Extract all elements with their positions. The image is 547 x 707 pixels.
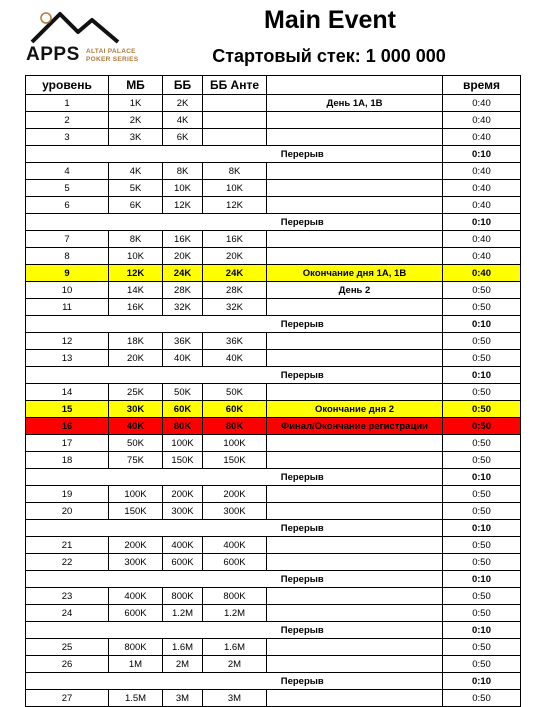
header-note xyxy=(267,76,443,95)
break-label: Перерыв xyxy=(163,520,443,537)
time-cell: 0:50 xyxy=(443,486,521,503)
table-header-row xyxy=(26,76,521,95)
level-cell: 16 xyxy=(26,418,109,435)
level-cell: 9 xyxy=(26,265,109,282)
sb-cell: 25K xyxy=(109,384,163,401)
note-cell xyxy=(267,503,443,520)
level-cell: 23 xyxy=(26,588,109,605)
level-row xyxy=(26,265,521,282)
break-time: 0:10 xyxy=(443,146,521,163)
sb-cell: 20K xyxy=(109,350,163,367)
level-row xyxy=(26,95,521,112)
time-cell: 0:50 xyxy=(443,384,521,401)
note-cell xyxy=(267,129,443,146)
ante-cell: 3M xyxy=(203,690,267,707)
level-row xyxy=(26,231,521,248)
page-title: Main Event xyxy=(264,6,396,34)
ante-cell: 32K xyxy=(203,299,267,316)
level-row xyxy=(26,197,521,214)
sb-cell: 40K xyxy=(109,418,163,435)
break-empty xyxy=(26,622,163,639)
bb-cell: 4K xyxy=(163,112,203,129)
level-cell: 17 xyxy=(26,435,109,452)
level-cell: 27 xyxy=(26,690,109,707)
level-cell: 26 xyxy=(26,656,109,673)
sb-cell: 4K xyxy=(109,163,163,180)
header-sb: МБ xyxy=(109,76,163,95)
time-cell: 0:50 xyxy=(443,452,521,469)
break-time: 0:10 xyxy=(443,316,521,333)
ante-cell xyxy=(203,112,267,129)
note-cell xyxy=(267,248,443,265)
level-cell: 8 xyxy=(26,248,109,265)
sb-cell: 400K xyxy=(109,588,163,605)
level-cell: 24 xyxy=(26,605,109,622)
break-time: 0:10 xyxy=(443,367,521,384)
sb-cell: 600K xyxy=(109,605,163,622)
level-cell: 5 xyxy=(26,180,109,197)
level-row xyxy=(26,129,521,146)
level-cell: 1 xyxy=(26,95,109,112)
bb-cell: 12K xyxy=(163,197,203,214)
sb-cell: 800K xyxy=(109,639,163,656)
time-cell: 0:50 xyxy=(443,588,521,605)
time-cell: 0:40 xyxy=(443,163,521,180)
level-row xyxy=(26,350,521,367)
time-cell: 0:50 xyxy=(443,537,521,554)
note-cell xyxy=(267,163,443,180)
break-row xyxy=(26,146,521,163)
ante-cell: 24K xyxy=(203,265,267,282)
bb-cell: 80K xyxy=(163,418,203,435)
ante-cell: 300K xyxy=(203,503,267,520)
level-row xyxy=(26,435,521,452)
bb-cell: 2K xyxy=(163,95,203,112)
ante-cell: 20K xyxy=(203,248,267,265)
time-cell: 0:50 xyxy=(443,605,521,622)
break-label: Перерыв xyxy=(163,146,443,163)
time-cell: 0:50 xyxy=(443,656,521,673)
sb-cell: 8K xyxy=(109,231,163,248)
bb-cell: 24K xyxy=(163,265,203,282)
note-cell xyxy=(267,435,443,452)
time-cell: 0:40 xyxy=(443,265,521,282)
header-bb: ББ xyxy=(163,76,203,95)
ante-cell: 2M xyxy=(203,656,267,673)
starting-stack: Стартовый стек: 1 000 000 xyxy=(212,46,446,66)
bb-cell: 1.2M xyxy=(163,605,203,622)
level-cell: 13 xyxy=(26,350,109,367)
note-cell xyxy=(267,231,443,248)
break-empty xyxy=(26,673,163,690)
bb-cell: 60K xyxy=(163,401,203,418)
time-cell: 0:40 xyxy=(443,112,521,129)
break-empty xyxy=(26,571,163,588)
level-row xyxy=(26,112,521,129)
level-row xyxy=(26,690,521,707)
time-cell: 0:50 xyxy=(443,503,521,520)
break-label: Перерыв xyxy=(163,673,443,690)
bb-cell: 20K xyxy=(163,248,203,265)
break-empty xyxy=(26,316,163,333)
logo-line-1: ALTAI PALACE xyxy=(86,48,136,55)
break-label: Перерыв xyxy=(163,214,443,231)
level-row xyxy=(26,282,521,299)
time-cell: 0:50 xyxy=(443,435,521,452)
level-row xyxy=(26,588,521,605)
break-row xyxy=(26,673,521,690)
sb-cell: 1.5M xyxy=(109,690,163,707)
sb-cell: 300K xyxy=(109,554,163,571)
level-cell: 6 xyxy=(26,197,109,214)
level-row xyxy=(26,537,521,554)
header-level: уровень xyxy=(26,76,109,95)
ante-cell: 12K xyxy=(203,197,267,214)
bb-cell: 16K xyxy=(163,231,203,248)
level-cell: 22 xyxy=(26,554,109,571)
bb-cell: 8K xyxy=(163,163,203,180)
break-time: 0:10 xyxy=(443,520,521,537)
break-label: Перерыв xyxy=(163,622,443,639)
note-cell xyxy=(267,350,443,367)
time-cell: 0:50 xyxy=(443,401,521,418)
level-row xyxy=(26,299,521,316)
bb-cell: 200K xyxy=(163,486,203,503)
level-row xyxy=(26,605,521,622)
bb-cell: 1.6M xyxy=(163,639,203,656)
time-cell: 0:40 xyxy=(443,248,521,265)
ante-cell: 36K xyxy=(203,333,267,350)
note-cell xyxy=(267,554,443,571)
level-cell: 19 xyxy=(26,486,109,503)
bb-cell: 300K xyxy=(163,503,203,520)
bb-cell: 36K xyxy=(163,333,203,350)
note-cell xyxy=(267,486,443,503)
level-row xyxy=(26,333,521,350)
ante-cell: 10K xyxy=(203,180,267,197)
sb-cell: 50K xyxy=(109,435,163,452)
level-cell: 11 xyxy=(26,299,109,316)
note-cell xyxy=(267,656,443,673)
time-cell: 0:40 xyxy=(443,180,521,197)
logo-line-2: POKER SERIES xyxy=(86,56,139,63)
sb-cell: 5K xyxy=(109,180,163,197)
sb-cell: 100K xyxy=(109,486,163,503)
ante-cell: 200K xyxy=(203,486,267,503)
break-row xyxy=(26,367,521,384)
bb-cell: 28K xyxy=(163,282,203,299)
bb-cell: 32K xyxy=(163,299,203,316)
ante-cell xyxy=(203,95,267,112)
break-empty xyxy=(26,214,163,231)
break-row xyxy=(26,571,521,588)
header-time: время xyxy=(443,76,521,95)
level-row xyxy=(26,180,521,197)
level-row xyxy=(26,656,521,673)
time-cell: 0:50 xyxy=(443,282,521,299)
level-cell: 25 xyxy=(26,639,109,656)
sb-cell: 14K xyxy=(109,282,163,299)
break-empty xyxy=(26,146,163,163)
level-row xyxy=(26,452,521,469)
bb-cell: 600K xyxy=(163,554,203,571)
bb-cell: 150K xyxy=(163,452,203,469)
note-cell xyxy=(267,605,443,622)
ante-cell: 100K xyxy=(203,435,267,452)
sb-cell: 2K xyxy=(109,112,163,129)
ante-cell: 1.6M xyxy=(203,639,267,656)
note-cell xyxy=(267,588,443,605)
break-time: 0:10 xyxy=(443,673,521,690)
break-label: Перерыв xyxy=(163,367,443,384)
level-row xyxy=(26,503,521,520)
break-label: Перерыв xyxy=(163,316,443,333)
sb-cell: 200K xyxy=(109,537,163,554)
ante-cell: 600K xyxy=(203,554,267,571)
level-cell: 20 xyxy=(26,503,109,520)
break-empty xyxy=(26,520,163,537)
break-empty xyxy=(26,469,163,486)
note-cell xyxy=(267,299,443,316)
note-cell xyxy=(267,639,443,656)
sb-cell: 12K xyxy=(109,265,163,282)
bb-cell: 50K xyxy=(163,384,203,401)
level-cell: 7 xyxy=(26,231,109,248)
bb-cell: 10K xyxy=(163,180,203,197)
sb-cell: 18K xyxy=(109,333,163,350)
ante-cell: 80K xyxy=(203,418,267,435)
ante-cell: 8K xyxy=(203,163,267,180)
ante-cell: 16K xyxy=(203,231,267,248)
blind-structure-table xyxy=(25,75,521,707)
bb-cell: 6K xyxy=(163,129,203,146)
level-cell: 15 xyxy=(26,401,109,418)
note-cell: Окончание дня 1А, 1В xyxy=(267,265,443,282)
bb-cell: 2M xyxy=(163,656,203,673)
break-row xyxy=(26,469,521,486)
time-cell: 0:50 xyxy=(443,299,521,316)
level-row xyxy=(26,401,521,418)
ante-cell: 800K xyxy=(203,588,267,605)
break-time: 0:10 xyxy=(443,622,521,639)
level-cell: 12 xyxy=(26,333,109,350)
note-cell xyxy=(267,180,443,197)
level-row xyxy=(26,418,521,435)
break-time: 0:10 xyxy=(443,214,521,231)
bb-cell: 100K xyxy=(163,435,203,452)
sb-cell: 6K xyxy=(109,197,163,214)
level-cell: 14 xyxy=(26,384,109,401)
time-cell: 0:50 xyxy=(443,333,521,350)
break-time: 0:10 xyxy=(443,469,521,486)
level-row xyxy=(26,248,521,265)
sb-cell: 3K xyxy=(109,129,163,146)
level-row xyxy=(26,163,521,180)
ante-cell: 28K xyxy=(203,282,267,299)
sb-cell: 1M xyxy=(109,656,163,673)
note-cell: Окончание дня 2 xyxy=(267,401,443,418)
break-label: Перерыв xyxy=(163,571,443,588)
ante-cell: 150K xyxy=(203,452,267,469)
level-cell: 2 xyxy=(26,112,109,129)
level-cell: 10 xyxy=(26,282,109,299)
break-label: Перерыв xyxy=(163,469,443,486)
level-row xyxy=(26,384,521,401)
time-cell: 0:50 xyxy=(443,690,521,707)
ante-cell: 50K xyxy=(203,384,267,401)
note-cell: День 1А, 1В xyxy=(267,95,443,112)
bb-cell: 400K xyxy=(163,537,203,554)
time-cell: 0:40 xyxy=(443,95,521,112)
time-cell: 0:40 xyxy=(443,197,521,214)
note-cell: День 2 xyxy=(267,282,443,299)
bb-cell: 800K xyxy=(163,588,203,605)
note-cell xyxy=(267,333,443,350)
ante-cell: 400K xyxy=(203,537,267,554)
level-row xyxy=(26,486,521,503)
sb-cell: 10K xyxy=(109,248,163,265)
header-ante: ББ Анте xyxy=(203,76,267,95)
sb-cell: 16K xyxy=(109,299,163,316)
note-cell xyxy=(267,537,443,554)
sb-cell: 30K xyxy=(109,401,163,418)
time-cell: 0:50 xyxy=(443,554,521,571)
break-row xyxy=(26,622,521,639)
ante-cell xyxy=(203,129,267,146)
time-cell: 0:50 xyxy=(443,350,521,367)
logo-brand: APPS xyxy=(26,44,80,65)
time-cell: 0:40 xyxy=(443,231,521,248)
break-row xyxy=(26,316,521,333)
bb-cell: 3M xyxy=(163,690,203,707)
level-cell: 3 xyxy=(26,129,109,146)
ante-cell: 60K xyxy=(203,401,267,418)
note-cell xyxy=(267,452,443,469)
mountain-logo-icon xyxy=(30,8,120,44)
break-row xyxy=(26,214,521,231)
level-cell: 21 xyxy=(26,537,109,554)
time-cell: 0:40 xyxy=(443,129,521,146)
note-cell xyxy=(267,197,443,214)
sb-cell: 150K xyxy=(109,503,163,520)
time-cell: 0:50 xyxy=(443,639,521,656)
note-cell xyxy=(267,384,443,401)
logo xyxy=(26,8,156,70)
break-time: 0:10 xyxy=(443,571,521,588)
ante-cell: 1.2M xyxy=(203,605,267,622)
break-row xyxy=(26,520,521,537)
sb-cell: 75K xyxy=(109,452,163,469)
table-body xyxy=(26,95,521,707)
ante-cell: 40K xyxy=(203,350,267,367)
sb-cell: 1K xyxy=(109,95,163,112)
level-cell: 4 xyxy=(26,163,109,180)
bb-cell: 40K xyxy=(163,350,203,367)
level-row xyxy=(26,639,521,656)
level-cell: 18 xyxy=(26,452,109,469)
break-empty xyxy=(26,367,163,384)
time-cell: 0:50 xyxy=(443,418,521,435)
logo-subtitle xyxy=(86,48,138,64)
note-cell xyxy=(267,112,443,129)
level-row xyxy=(26,554,521,571)
note-cell xyxy=(267,690,443,707)
note-cell: Финал/Окончание регистрации xyxy=(267,418,443,435)
